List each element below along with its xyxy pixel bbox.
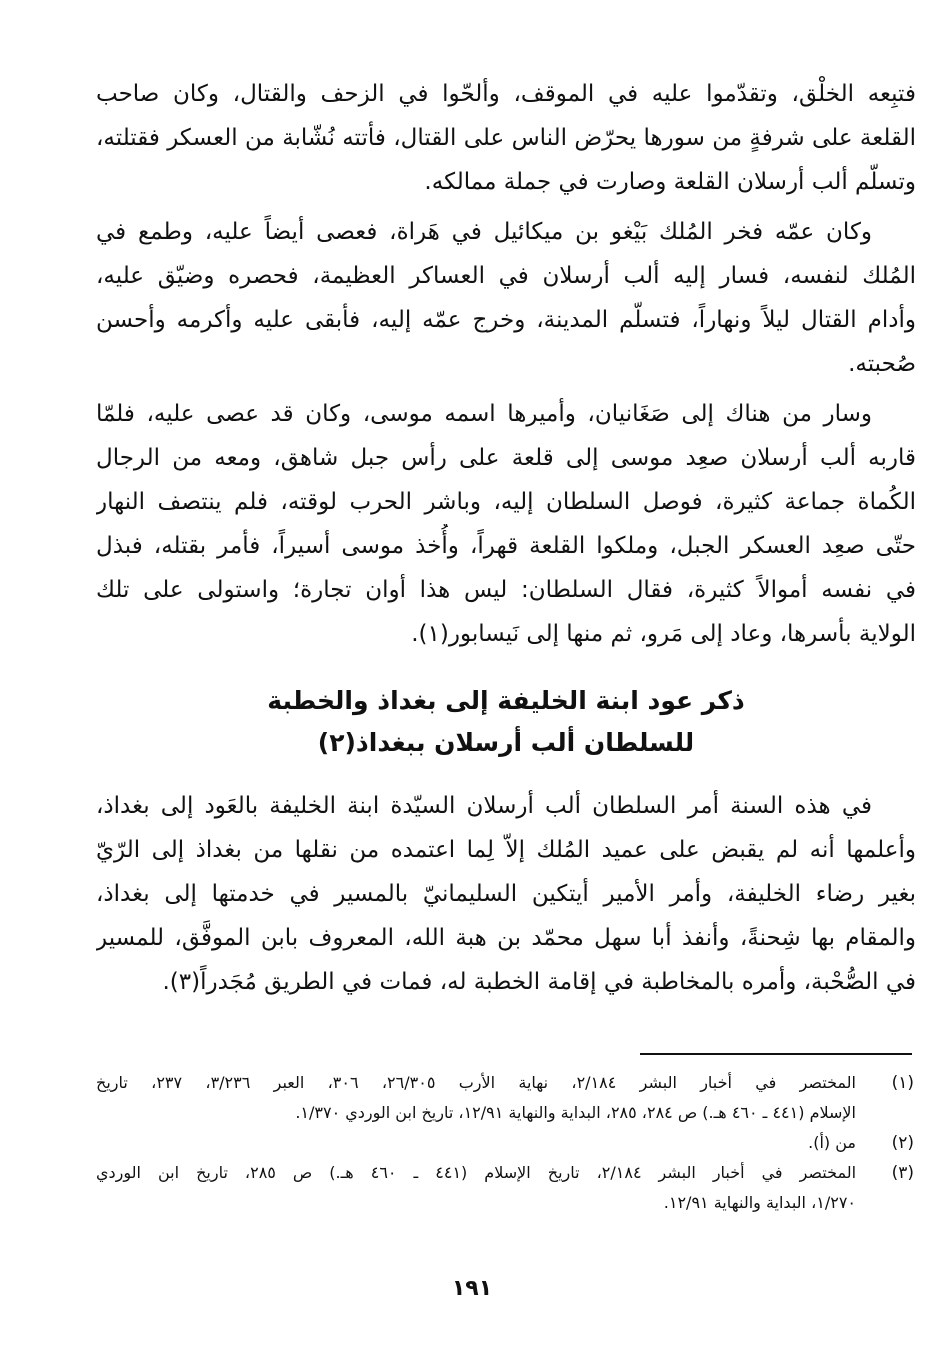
paragraph-line: وسار من هناك إلى صَغَانيان، وأميرها اسمه موسى، وكان قد عصى عليه، فلمّا (96, 401, 872, 427)
paragraph-line: صُحبته. (848, 351, 916, 377)
heading-line-2: للسلطان ألب أرسلان ببغداذ(٢) (317, 728, 695, 757)
paragraph-line: الكُماة جماعة كثيرة، فوصل السلطان إليه، وباشر الحرب لوقته، فلم ينتصف النهار (96, 489, 916, 515)
footnote-number: (٢) (891, 1133, 914, 1153)
paragraph-line: وأعلمها أنه لم يقبض على عميد المُلك إلاّ لِما اعتمده من نقلها من بغداذ إلى الرّيّ (96, 837, 916, 863)
paragraph-line: وأدام القتال ليلاً ونهاراً، فتسلّم المدينة، وخرج عمّه إليه، فأبقى عليه وأكرمه وأحسن (96, 307, 916, 333)
heading-line-1: ذكر عود ابنة الخليفة إلى بغداذ والخطبة (267, 686, 745, 715)
footnote-number: (١) (891, 1073, 914, 1093)
paragraph-line: بغير رضاء الخليفة، وأمر الأمير أيتكين السليمانيّ بالمسير في خدمتها إلى بغداذ، (96, 881, 916, 907)
section-heading (96, 680, 916, 764)
paragraph-line: المُلك لنفسه، فسار إليه ألب أرسلان في العساكر العظيمة، فحصره وضيّق عليه، (96, 263, 916, 289)
footnote-2 (96, 1128, 916, 1158)
footnote-line: الإسلام (٤٤١ ـ ٤٦٠ هـ.) ص ٢٨٤، ٢٨٥، البداية والنهاية ١٢/٩١، تاريخ ابن الوردي ١/٣٧٠. (295, 1103, 856, 1122)
footnote-separator (640, 1053, 912, 1055)
page-number: ١٩١ (451, 1276, 493, 1301)
paragraph-3 (96, 392, 916, 656)
paragraph-2 (96, 210, 916, 386)
paragraph-line: قاربه ألب أرسلان صعِد موسى إلى قلعة على رأس جبل شاهق، ومعه من الرجال (96, 445, 916, 471)
paragraph-1 (96, 72, 916, 204)
paragraph-line: حتّى صعِد العسكر الجبل، وملكوا القلعة قهراً، وأُخذ موسى أسيراً، فأمر بقتله، فبذل (96, 533, 916, 559)
footnote-line: المختصر في أخبار البشر ٢/١٨٤، تاريخ الإسلام (٤٤١ ـ ٤٦٠ هـ.) ص ٢٨٥، تاريخ ابن الوردي (96, 1163, 856, 1182)
paragraph-line: في الصُّحْبة، وأمره بالمخاطبة في إقامة الخطبة له، فمات في الطريق مُجَدراً(٣). (162, 969, 916, 995)
paragraph-line: القلعة على شرفةٍ من سورها يحرّض الناس على القتال، فأتته نُشّابة من العسكر فقتلته، (96, 125, 916, 151)
paragraph-line: وكان عمّه فخر المُلك بَيْغو بن ميكائيل في هَراة، فعصى أيضاً عليه، وطمع في (96, 219, 872, 245)
footnote-number: (٣) (891, 1163, 914, 1183)
paragraph-line: فتبِعه الخلْق، وتقدّموا عليه في الموقف، وألحّوا في الزحف والقتال، وكان صاحب (96, 81, 916, 107)
paragraph-line: الولاية بأسرها، وعاد إلى مَرو، ثم منها إلى نَيسابور(١). (411, 621, 916, 647)
footnote-line: المختصر في أخبار البشر ٢/١٨٤، نهاية الأرب ٢٦/٣٠٥، ٣٠٦، العبر ٣/٢٣٦، ٢٣٧، تاريخ (96, 1073, 856, 1092)
footnote-line: من (أ). (808, 1133, 856, 1152)
paragraph-line: في نفسه أموالاً كثيرة، فقال السلطان: ليس هذا أوان تجارة؛ واستولى على تلك (96, 577, 916, 603)
footnote-1 (96, 1068, 916, 1128)
footnote-line: ١/٢٧٠، البداية والنهاية ١٢/٩١. (663, 1193, 856, 1212)
paragraph-line: في هذه السنة أمر السلطان ألب أرسلان السيّدة ابنة الخليفة بالعَود إلى بغداذ، (96, 793, 872, 819)
footnote-3 (96, 1158, 916, 1218)
footnotes (96, 1068, 916, 1218)
section-paragraph (96, 784, 916, 1004)
paragraph-line: وتسلّم ألب أرسلان القلعة وصارت في جملة ممالكه. (424, 169, 916, 195)
paragraph-line: والمقام بها شِحنةً، وأنفذ أبا سهل محمّد بن هبة الله، المعروف بابن الموفَّق، للمسير (96, 925, 916, 951)
